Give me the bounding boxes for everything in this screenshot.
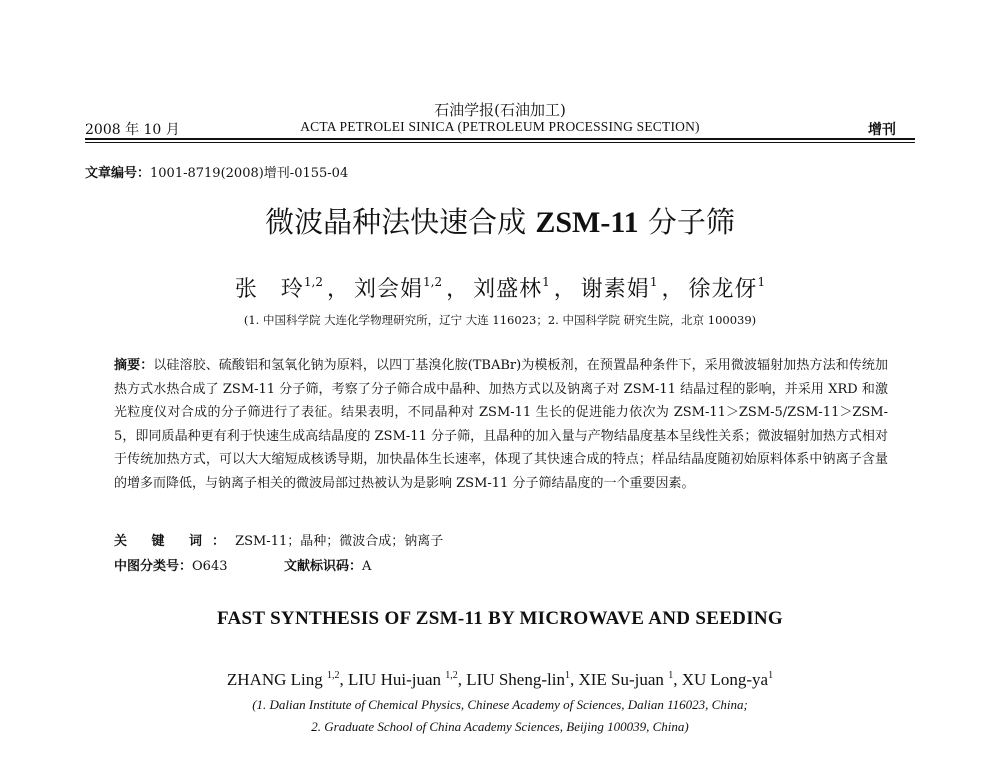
author-en	[348, 670, 458, 689]
clc-value: O643	[192, 559, 228, 574]
author-cn-name: 徐龙伢	[688, 277, 758, 302]
author-en-affil: 1	[668, 670, 674, 681]
clc-label: 中图分类号：	[114, 559, 193, 574]
author-en-name: LIU Hui-juan	[348, 670, 442, 689]
authors-en	[0, 670, 1000, 690]
author-cn-name: 张 玲	[234, 277, 304, 302]
author-cn-name: 刘盛林	[473, 277, 543, 302]
author-en	[227, 670, 340, 689]
doc-code-value: A	[362, 559, 372, 574]
title-cn-suffix: 分子筛	[638, 205, 735, 239]
doc-code-label: 文献标识码：	[284, 559, 363, 574]
author-cn	[354, 277, 442, 302]
author-en	[578, 670, 673, 689]
abstract-label: 摘要：	[114, 358, 154, 373]
issue-date: 2008 年 10 月	[85, 122, 180, 138]
author-en-separator: ,	[569, 670, 579, 689]
article-number-label: 文章编号：	[85, 166, 151, 181]
affiliation-en-line1: (1. Dalian Institute of Chemical Physics, Chinese Academy of Sciences, Dalian 116023, China;	[252, 697, 748, 712]
author-cn-affil: 1,2	[303, 275, 323, 289]
author-separator: ，	[326, 277, 350, 302]
abstract-cn	[114, 354, 888, 496]
article-number-value: 1001-8719(2008)增刊-0155-04	[150, 166, 349, 181]
author-en-affil: 1	[564, 670, 570, 681]
author-en-separator: ,	[339, 670, 349, 689]
author-en-name: ZHANG Ling	[226, 670, 323, 689]
abstract-text: 以硅溶胶、硫酸铝和氢氧化钠为原料，以四丁基溴化胺(TBABr)为模板剂，在预置晶种条件下，采用微波辐射加热方法和传统加热方式水热合成了 ZSM-11 分子筛，考察了分子筛合成中晶种、加热方式以及钠离子对 ZSM-11 结晶过程的影响，并采用 XRD 和激光粒度仪对合成的分子筛进行了表征。结果表明，不同晶种对 ZSM-11 生长的促进能力依次为 ZSM-11＞ZSM-5/ZSM-11＞ZSM-5，即同质晶种更有利于快速生成高结晶度的 ZSM-11 分子筛，且晶种的加入量与产物结晶度基本呈线性关系；微波辐射加热方式相对于传统加热方式，可以大大缩短成核诱导期，加快晶体生长速率，体现了其快速合成的特点；样品结晶度随初始原料体系中钠离子含量的增多而降低，与钠离子相关的微波局部过热被认为是影响 ZSM-11 分子筛结晶度的一个重要因素。	[114, 358, 888, 491]
author-separator: ，	[446, 277, 470, 302]
keywords-label: 关 键 词：	[114, 534, 236, 549]
author-en-separator: ,	[673, 670, 682, 689]
author-separator: ，	[661, 277, 685, 302]
title-cn-latin: ZSM-11	[535, 206, 639, 239]
title-en: FAST SYNTHESIS OF ZSM-11 BY MICROWAVE AND SEEDING	[217, 608, 783, 629]
journal-name-cn: 石油学报(石油加工)	[434, 101, 566, 119]
author-en-affil: 1	[768, 670, 774, 681]
author-en	[682, 670, 773, 689]
keywords	[114, 530, 443, 549]
affiliation-en-line2: 2. Graduate School of China Academy Sciences, Beijing 100039, China)	[311, 719, 689, 734]
affiliation-cn: (1. 中国科学院 大连化学物理研究所，辽宁 大连 116023；2. 中国科学院 研究生院，北京 100039)	[243, 313, 757, 327]
author-en	[466, 670, 570, 689]
title-cn	[0, 200, 1000, 241]
issue-label: 增刊	[868, 122, 896, 138]
author-cn-affil: 1	[542, 275, 550, 289]
authors-cn	[0, 272, 1000, 303]
author-en-name: XIE Su-juan	[578, 670, 664, 689]
author-cn-affil: 1	[757, 275, 766, 289]
author-en-affil: 1,2	[327, 670, 340, 681]
article-number	[85, 162, 348, 181]
clc-number	[114, 555, 228, 574]
document-code	[284, 555, 371, 574]
header-rule-thick	[85, 138, 915, 140]
author-en-affil: 1,2	[445, 670, 458, 681]
author-cn-name: 刘会娟	[354, 277, 424, 302]
author-cn	[235, 277, 323, 302]
author-en-name: XU Long-ya	[681, 670, 769, 689]
author-cn-name: 谢素娟	[580, 277, 650, 302]
author-en-name: LIU Sheng-lin	[466, 670, 565, 689]
keywords-value: ZSM-11；晶种；微波合成；钠离子	[235, 534, 444, 549]
title-cn-prefix: 微波晶种法快速合成	[265, 205, 536, 239]
author-cn-affil: 1,2	[423, 275, 443, 289]
header-rule-thin	[85, 142, 915, 143]
author-cn-affil: 1	[649, 275, 658, 289]
author-separator: ，	[553, 277, 577, 302]
journal-name-en: ACTA PETROLEI SINICA (PETROLEUM PROCESSING SECTION)	[300, 119, 700, 134]
author-en-separator: ,	[457, 670, 467, 689]
author-cn	[473, 277, 550, 302]
author-cn	[688, 277, 765, 302]
author-cn	[581, 277, 658, 302]
